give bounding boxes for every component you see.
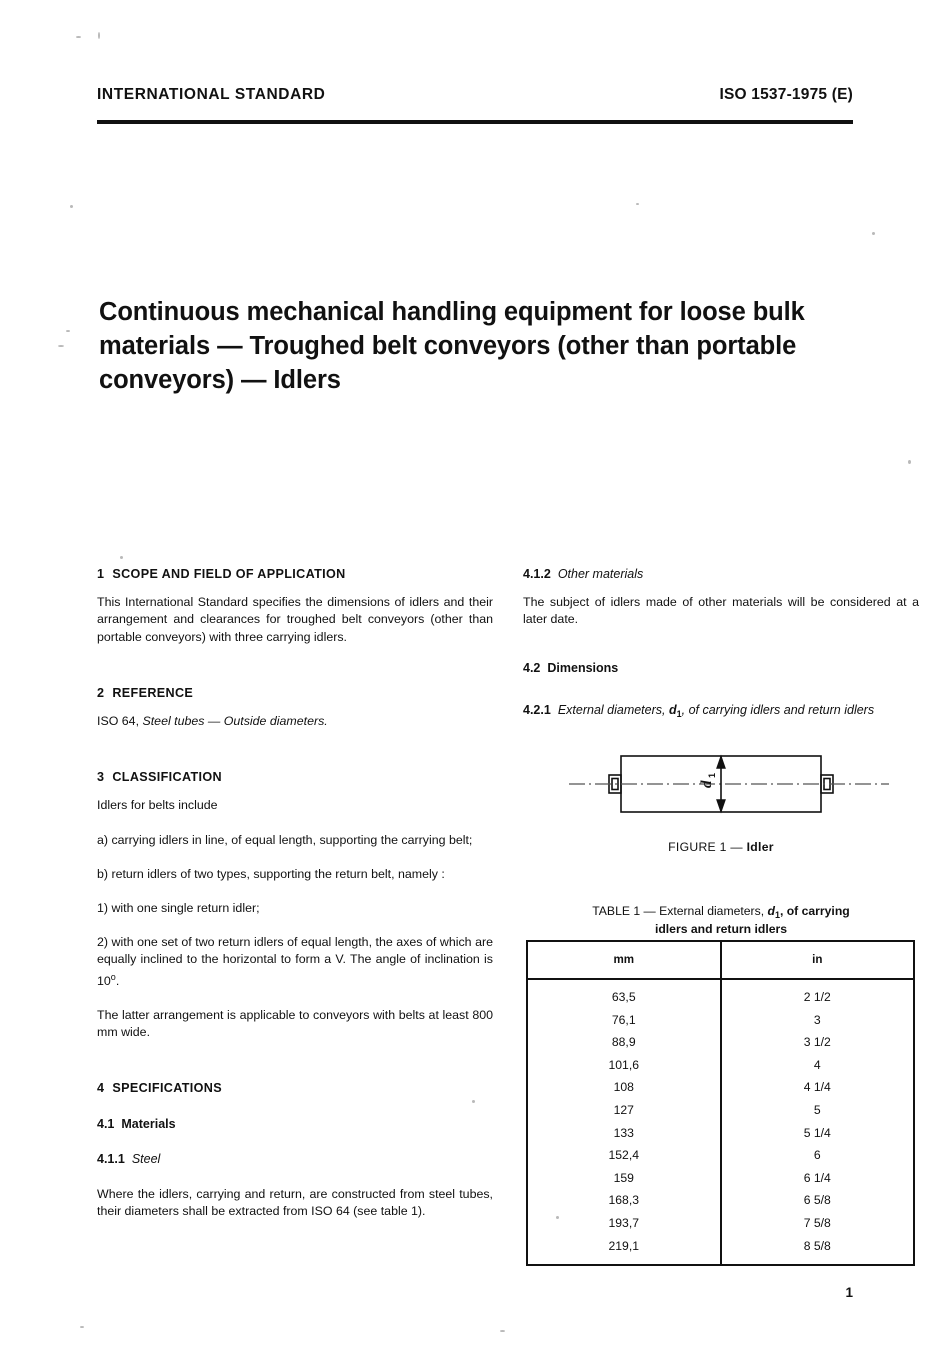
cell-in: 3 [813,1012,821,1027]
section-4-2-number: 4.2 [523,660,541,675]
section-2-reference [97,713,493,730]
cell-mm: 133 [528,1121,721,1144]
table-row [528,1212,913,1235]
cell-in: 2 1/2 [803,990,831,1004]
section-4-2-1-number: 4.2.1 [523,702,551,717]
scan-artifact [908,460,911,464]
table-row [528,1053,913,1076]
section-4-1-title: Materials [121,1116,176,1131]
section-4-2-1-title-part2: , of carrying idlers and return idlers [681,702,875,717]
diameter-symbol: d [668,702,677,717]
figure-1-caption [523,840,919,854]
section-3-number: 3 [97,770,105,785]
section-3-closing: The latter arrangement is applicable to conveyors with belts at least 800 mm wide. [97,1007,493,1040]
cell-mm: 88,9 [528,1031,721,1054]
right-column [523,566,919,731]
section-4-title: SPECIFICATIONS [112,1081,222,1096]
scan-artifact [500,1330,505,1332]
section-3-intro: Idlers for belts include [97,798,218,813]
scan-artifact [120,556,123,559]
section-4-2-1-title-part1: External diameters, [557,702,669,717]
section-4-1-1-heading [97,1151,493,1168]
cell-in: 4 1/4 [803,1080,831,1095]
spacer [523,688,919,702]
section-4-1-2-heading [523,566,919,583]
table-row [528,1144,913,1167]
cell-in: 5 [813,1102,821,1117]
list-item-b2-tail: . [115,973,120,988]
cell-mm: 168,3 [528,1189,721,1212]
cell-in: 5 1/4 [803,1125,831,1140]
scan-artifact [98,32,100,39]
svg-text:1: 1 [707,772,717,778]
table-caption-line2: idlers and return idlers [654,922,788,936]
section-4-2-title: Dimensions [547,660,619,675]
figure-caption-prefix: FIGURE 1 — [668,840,747,854]
table-row [528,979,913,1008]
scan-artifact [66,330,70,332]
scan-artifact [70,205,73,208]
table-row [528,1166,913,1189]
cell-mm: 127 [528,1099,721,1122]
list-item-b2-text: 2) with one set of two return idlers of equal length, the axes of which are equally inclined to the horizontal to form a V. The angle of inclination is 10 [97,935,493,988]
cell-mm: 152,4 [528,1144,721,1167]
scan-artifact [76,36,81,38]
header-rule [97,120,853,124]
column-header-in: in [721,942,914,979]
figure-caption-title: Idler [746,840,774,854]
reference-prefix: ISO 64, [97,714,143,729]
section-4-2-1-heading [523,702,919,720]
table-row [528,1076,913,1099]
reference-title: Steel tubes — Outside diameters. [142,714,328,729]
section-1-number: 1 [97,567,105,581]
section-1-title: SCOPE AND FIELD OF APPLICATION [112,567,346,581]
table-1-container [526,940,915,1266]
table-row [528,1234,913,1263]
cell-mm: 219,1 [528,1234,721,1263]
list-item-b2 [97,934,493,990]
section-4-1-2-paragraph: The subject of idlers made of other materials will be considered at a later date. [523,595,919,627]
cell-in: 8 5/8 [803,1238,831,1253]
spacer [97,1109,493,1116]
cell-in: 6 [813,1148,821,1163]
table-row [528,1121,913,1144]
table-caption-symbol: d [767,904,775,918]
section-4-1-number: 4.1 [97,1116,115,1131]
cell-in: 6 5/8 [803,1193,831,1208]
header-standard-label: INTERNATIONAL STANDARD [97,86,326,103]
section-4-heading [97,1080,493,1097]
table-body [528,979,913,1264]
section-4-1-2-title: Other materials [557,567,644,581]
cell-mm: 159 [528,1166,721,1189]
spacer [97,1144,493,1151]
diameter-subscript: 1 [676,708,682,719]
section-4-1-1-title: Steel [131,1151,161,1166]
spacer [97,1179,493,1186]
table-row [528,1099,913,1122]
table-row [528,1008,913,1031]
d1-label [699,773,717,788]
section-1-paragraph: This International Standard specifies the dimensions of idlers and their arrangement and clearances for troughed belt conveyors (other than portable conveyors) with three carrying idlers. [97,595,493,644]
list-item-a: a) carrying idlers in line, of equal length, supporting the carrying belt; [97,832,473,847]
cell-mm: 76,1 [528,1008,721,1031]
list-item-b1: 1) with one single return idler; [97,901,260,916]
table-1-caption [523,903,919,938]
arrow-down [717,800,725,811]
arrow-up [717,757,725,768]
scan-artifact [58,345,64,347]
section-3-heading [97,769,493,786]
cell-in: 6 1/4 [803,1170,831,1185]
diameters-table [528,942,913,1264]
degree-symbol: o [110,971,116,982]
cell-in: 4 [813,1057,821,1072]
dimension-line-d1 [717,756,725,812]
spacer [97,747,493,769]
section-3-title: CLASSIFICATION [112,770,222,785]
section-4-1-2-number: 4.1.2 [523,567,551,581]
column-header-mm: mm [528,942,721,979]
figure-1 [523,748,919,854]
table-caption-mid: , of carrying [779,904,850,918]
scan-artifact [80,1326,84,1328]
section-4-1-1-paragraph: Where the idlers, carrying and return, are constructed from steel tubes, their diameters shall be extracted from ISO 64 (see table 1). [97,1186,493,1219]
table-caption-prefix: TABLE 1 — External diameters, [592,904,768,918]
section-4-1-1-number: 4.1.1 [97,1151,125,1166]
idler-diagram [553,748,889,820]
scan-artifact [872,232,875,235]
table-row [528,1189,913,1212]
cell-mm: 108 [528,1076,721,1099]
page-number: 1 [845,1285,853,1300]
table-head [528,942,913,979]
header-standard-number: ISO 1537-1975 (E) [719,86,853,103]
scan-artifact [636,203,639,205]
section-2-heading [97,685,493,702]
section-4-1-heading [97,1116,493,1133]
cell-mm: 63,5 [528,979,721,1008]
spacer [97,663,493,685]
cell-in: 7 5/8 [803,1215,831,1230]
section-2-number: 2 [97,685,105,700]
table-caption-subscript: 1 [774,910,780,920]
list-item-b: b) return idlers of two types, supporting the return belt, namely : [97,866,445,881]
spacer [523,646,919,660]
svg-text:d: d [699,780,715,788]
section-4-2-heading [523,660,919,677]
cell-in: 3 1/2 [803,1035,831,1050]
page-title: Continuous mechanical handling equipment for loose bulk materials — Troughed belt conveyors (other than portable conveyors) — Idlers [99,298,805,395]
table-header-row [528,942,913,979]
cell-mm: 193,7 [528,1212,721,1235]
section-1-heading [97,566,493,583]
section-2-title: REFERENCE [112,685,194,700]
left-column [97,566,493,1220]
page-header [97,86,853,104]
section-4-number: 4 [97,1081,105,1096]
table-row [528,1031,913,1054]
cell-mm: 101,6 [528,1053,721,1076]
spacer [97,1058,493,1080]
